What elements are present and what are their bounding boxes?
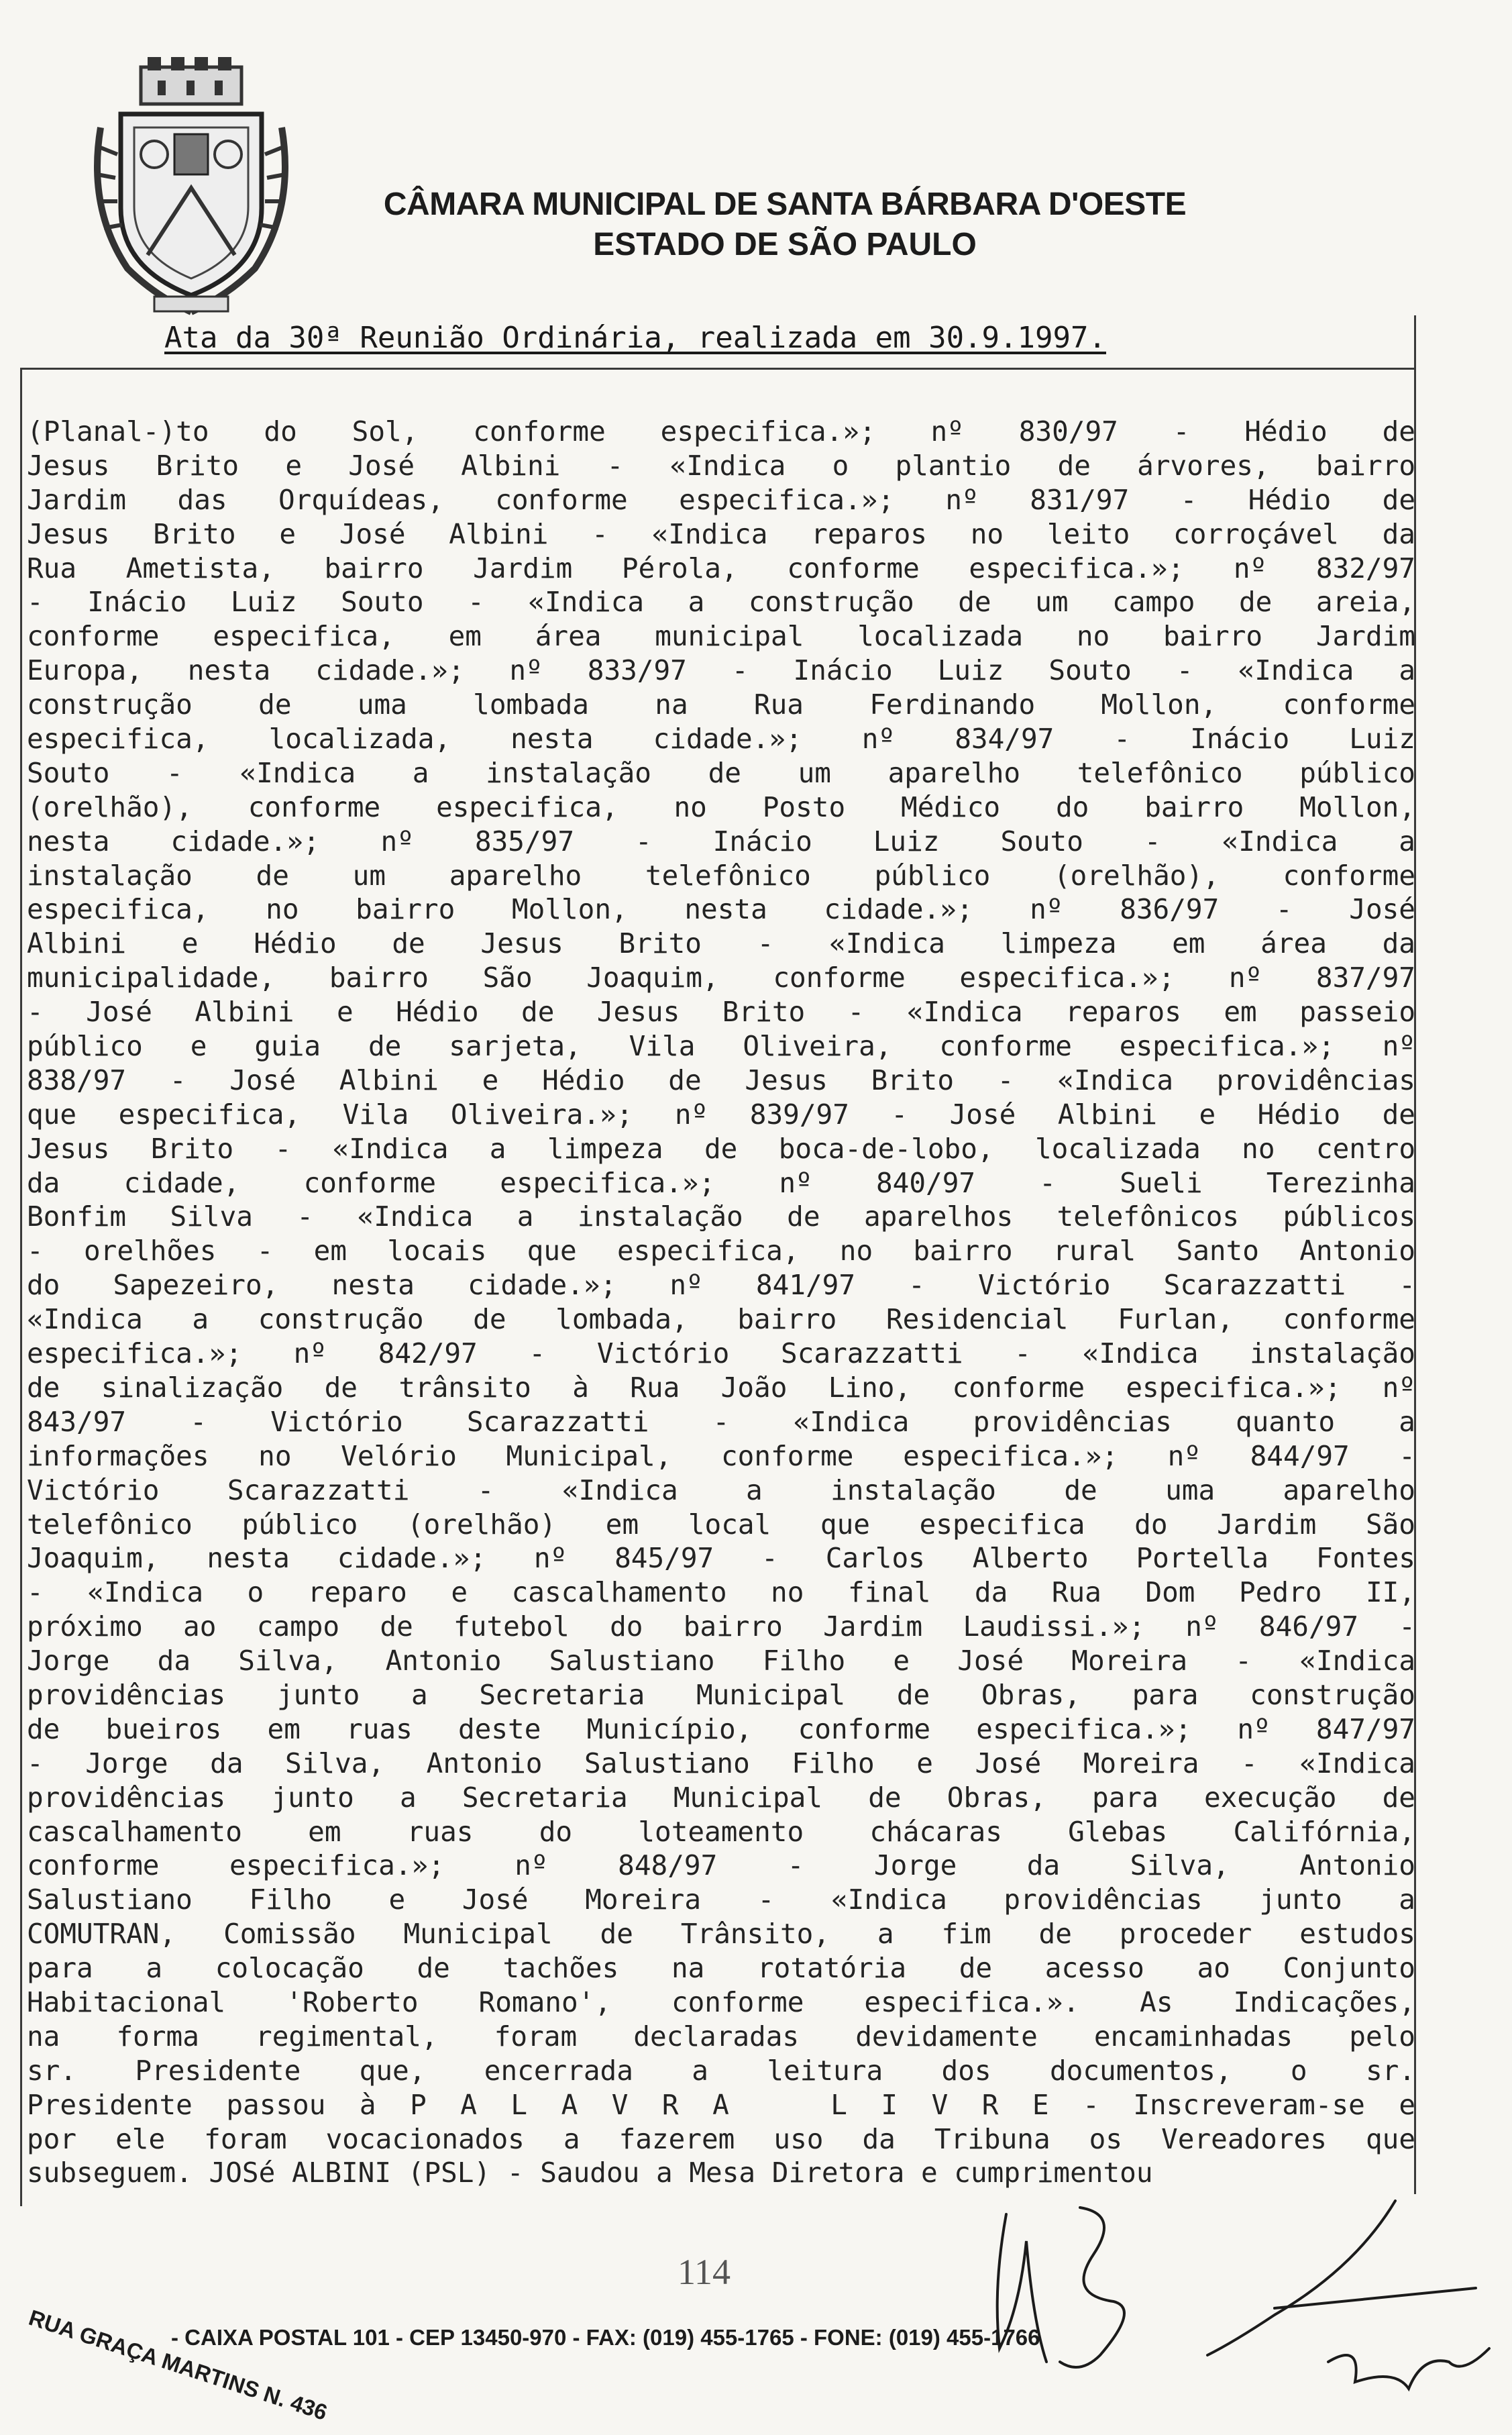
minutes-text-line: Salustiano Filho e José Moreira - «Indica providências junto a	[27, 1883, 1415, 1916]
minutes-text-line: (Planal-)to do Sol, conforme especifica.»; nº 830/97 - Hédio de	[27, 415, 1415, 448]
minutes-text-line: Europa, nesta cidade.»; nº 833/97 - Inácio Luiz Souto - «Indica a	[27, 654, 1415, 687]
minutes-title: Ata da 30ª Reunião Ordinária, realizada em 30.9.1997.	[164, 321, 1106, 355]
minutes-text-line: conforme especifica, em área municipal localizada no bairro Jardim	[27, 620, 1415, 653]
minutes-text-line: especifica.»; nº 842/97 - Victório Scarazzatti - «Indica instalação	[27, 1337, 1415, 1370]
minutes-text-line: Jorge da Silva, Antonio Salustiano Filho e José Moreira - «Indica	[27, 1645, 1415, 1677]
institution-name: CÂMARA MUNICIPAL DE SANTA BÁRBARA D'OESTE	[383, 187, 1187, 222]
footer-street-address: RUA GRAÇA MARTINS N. 436	[25, 2305, 331, 2425]
minutes-text-line: que especifica, Vila Oliveira.»; nº 839/97 - José Albini e Hédio de	[27, 1098, 1415, 1131]
handwritten-page-number: 114	[678, 2252, 731, 2292]
minutes-text-line: especifica, no bairro Mollon, nesta cidade.»; nº 836/97 - José	[27, 893, 1415, 926]
minutes-text-line: (orelhão), conforme especifica, no Posto Médico do bairro Mollon,	[27, 790, 1415, 823]
minutes-text-line: - «Indica o reparo e cascalhamento no final da Rua Dom Pedro II,	[27, 1576, 1415, 1609]
minutes-text-line: por ele foram vocacionados a fazerem uso da Tribuna os Vereadores que	[27, 2122, 1415, 2155]
minutes-text-line: municipalidade, bairro São Joaquim, conforme especifica.»; nº 837/97	[27, 962, 1415, 994]
minutes-text-line: - Inácio Luiz Souto - «Indica a construção de um campo de areia,	[27, 586, 1415, 619]
minutes-text-line: Jesus Brito - «Indica a limpeza de boca-de-lobo, localizada no centro	[27, 1132, 1415, 1165]
minutes-text-line: COMUTRAN, Comissão Municipal de Trânsito, a fim de proceder estudos	[27, 1918, 1415, 1951]
minutes-text-line: subseguem. JOSé ALBINI (PSL) - Saudou a Mesa Diretora e cumprimentou	[27, 2157, 1153, 2189]
minutes-text-line: nesta cidade.»; nº 835/97 - Inácio Luiz Souto - «Indica a	[27, 825, 1415, 858]
minutes-text-line: próximo ao campo de futebol do bairro Jardim Laudissi.»; nº 846/97 -	[27, 1610, 1415, 1643]
minutes-text-line: Victório Scarazzatti - «Indica a instalação de uma aparelho	[27, 1473, 1415, 1506]
minutes-text-line: cascalhamento em ruas do loteamento chácaras Glebas Califórnia,	[27, 1815, 1415, 1848]
top-rule-line	[20, 368, 1415, 370]
minutes-text-line: instalação de um aparelho telefônico público (orelhão), conforme	[27, 859, 1415, 892]
state-name: ESTADO DE SÃO PAULO	[593, 227, 977, 262]
minutes-text-line: especifica, localizada, nesta cidade.»; nº 834/97 - Inácio Luiz	[27, 723, 1415, 756]
minutes-text-line: providências junto a Secretaria Municipal de Obras, para construção	[27, 1678, 1415, 1711]
minutes-text-line: - José Albini e Hédio de Jesus Brito - «Indica reparos em passeio	[27, 996, 1415, 1029]
minutes-text-line: Jesus Brito e José Albini - «Indica reparos no leito corroçável da	[27, 517, 1415, 550]
minutes-text-line: 838/97 - José Albini e Hédio de Jesus Brito - «Indica providências	[27, 1064, 1415, 1096]
minutes-text-line: conforme especifica.»; nº 848/97 - Jorge da Silva, Antonio	[27, 1849, 1415, 1882]
minutes-body-text	[27, 415, 1415, 2190]
minutes-text-line: para a colocação de tachões na rotatória de acesso ao Conjunto	[27, 1952, 1415, 1985]
minutes-text-line: construção de uma lombada na Rua Ferdinando Mollon, conforme	[27, 688, 1415, 721]
minutes-text-line: de bueiros em ruas deste Município, conforme especifica.»; nº 847/97	[27, 1712, 1415, 1745]
minutes-text-line: Rua Ametista, bairro Jardim Pérola, conforme especifica.»; nº 832/97	[27, 552, 1415, 584]
minutes-text-line: do Sapezeiro, nesta cidade.»; nº 841/97 - Victório Scarazzatti -	[27, 1269, 1415, 1302]
letterhead	[349, 185, 1221, 265]
minutes-text-line: na forma regimental, foram declaradas devidamente encaminhadas pelo	[27, 2020, 1415, 2053]
minutes-text-line: Souto - «Indica a instalação de um aparelho telefônico público	[27, 756, 1415, 789]
minutes-text-line: telefônico público (orelhão) em local que especifica do Jardim São	[27, 1508, 1415, 1541]
minutes-text-line: Jardim das Orquídeas, conforme especifica.»; nº 831/97 - Hédio de	[27, 483, 1415, 516]
minutes-text-line: público e guia de sarjeta, Vila Oliveira, conforme especifica.»; nº	[27, 1030, 1415, 1063]
minutes-text-line: providências junto a Secretaria Municipal de Obras, para execução de	[27, 1781, 1415, 1814]
minutes-text-line: de sinalização de trânsito à Rua João Lino, conforme especifica.»; nº	[27, 1371, 1415, 1404]
coat-of-arms-emblem	[80, 54, 302, 322]
minutes-text-line: Habitacional 'Roberto Romano', conforme especifica.». As Indicações,	[27, 1985, 1415, 2018]
letterhead-footer	[25, 2278, 1503, 2425]
footer-contact-info: - CAIXA POSTAL 101 - CEP 13450-970 - FAX: (019) 455-1765 - FONE: (019) 455-1766	[171, 2325, 1040, 2350]
minutes-text-line: Albini e Hédio de Jesus Brito - «Indica limpeza em área da	[27, 927, 1415, 960]
minutes-text-line: Jesus Brito e José Albini - «Indica o plantio de árvores, bairro	[27, 449, 1415, 482]
minutes-text-line: 843/97 - Victório Scarazzatti - «Indica providências quanto a	[27, 1405, 1415, 1438]
minutes-text-line: sr. Presidente que, encerrada a leitura dos documentos, o sr.	[27, 2054, 1415, 2087]
minutes-text-line: Bonfim Silva - «Indica a instalação de aparelhos telefônicos públicos	[27, 1200, 1415, 1233]
minutes-text-line: - orelhões - em locais que especifica, no bairro rural Santo Antonio	[27, 1235, 1415, 1267]
minutes-text-line: - Jorge da Silva, Antonio Salustiano Filho e José Moreira - «Indica	[27, 1747, 1415, 1779]
minutes-text-line: «Indica a construção de lombada, bairro Residencial Furlan, conforme	[27, 1303, 1415, 1336]
minutes-text-line: informações no Velório Municipal, conforme especifica.»; nº 844/97 -	[27, 1439, 1415, 1472]
left-margin-line	[20, 368, 22, 2206]
minutes-text-line: Presidente passou à P A L A V R A L I V R E - Inscreveram-se e	[27, 2088, 1415, 2121]
minutes-text-line: da cidade, conforme especifica.»; nº 840/97 - Sueli Terezinha	[27, 1166, 1415, 1199]
minutes-text-line: Joaquim, nesta cidade.»; nº 845/97 - Carlos Alberto Portella Fontes	[27, 1542, 1415, 1575]
